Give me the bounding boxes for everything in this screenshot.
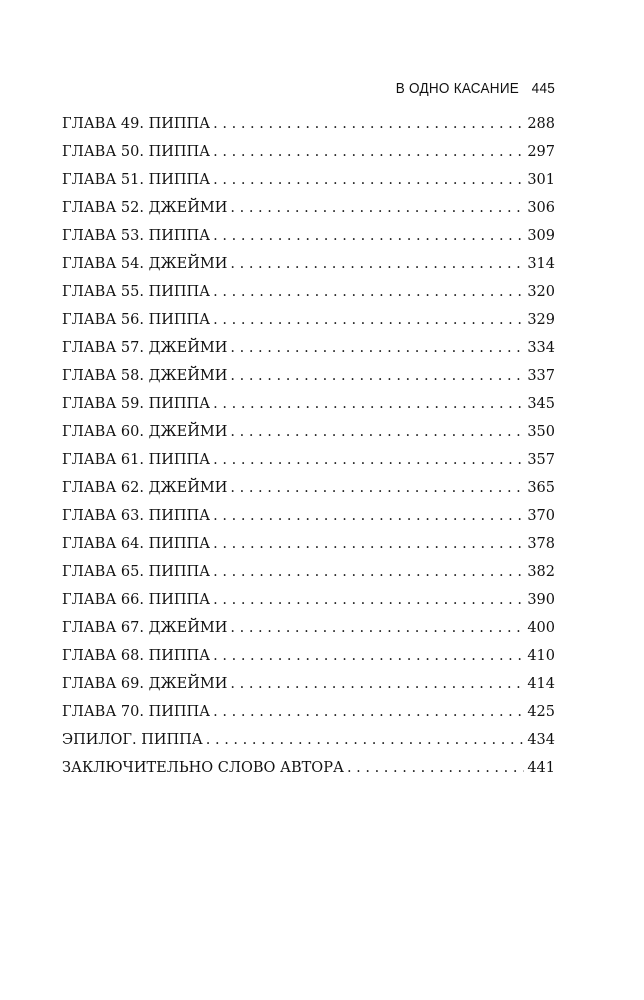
toc-dot-leader <box>230 418 524 446</box>
running-header <box>396 80 555 97</box>
toc-entry <box>62 726 555 754</box>
toc-dot-leader <box>213 166 524 194</box>
toc-entry-label: ГЛАВА 56. ПИППА <box>62 312 211 328</box>
toc-entry-label: ЭПИЛОГ. ПИППА <box>62 732 203 748</box>
toc-dot-leader <box>230 362 524 390</box>
toc-dot-leader <box>213 558 524 586</box>
toc-entry-page: 378 <box>527 536 555 552</box>
toc-entry-page: 434 <box>527 732 555 748</box>
toc-entry-page: 370 <box>527 508 555 524</box>
toc-entry <box>62 586 555 614</box>
toc-entry-label: ГЛАВА 53. ПИППА <box>62 228 211 244</box>
toc-entry-label: ГЛАВА 57. ДЖЕЙМИ <box>62 340 228 356</box>
toc-entry-page: 390 <box>527 592 555 608</box>
toc-dot-leader <box>213 446 524 474</box>
toc-dot-leader <box>213 390 524 418</box>
toc-entry <box>62 250 555 278</box>
toc-entry-page: 441 <box>527 760 555 776</box>
toc-entry <box>62 418 555 446</box>
toc-entry-page: 425 <box>527 704 555 720</box>
toc-entry <box>62 558 555 586</box>
toc-dot-leader <box>230 194 524 222</box>
toc-entry-page: 297 <box>527 144 555 160</box>
toc-entry <box>62 362 555 390</box>
toc-entry-label: ГЛАВА 61. ПИППА <box>62 452 211 468</box>
toc-entry-label: ГЛАВА 50. ПИППА <box>62 144 211 160</box>
toc-entry-label: ЗАКЛЮЧИТЕЛЬНО СЛОВО АВТОРА <box>62 760 344 776</box>
toc-entry-page: 301 <box>527 172 555 188</box>
toc-entry-label: ГЛАВА 60. ДЖЕЙМИ <box>62 424 228 440</box>
toc-dot-leader <box>213 138 524 166</box>
toc-entry <box>62 306 555 334</box>
toc-dot-leader <box>213 530 524 558</box>
toc-entry-label: ГЛАВА 54. ДЖЕЙМИ <box>62 256 228 272</box>
toc-dot-leader <box>230 474 524 502</box>
toc-entry <box>62 166 555 194</box>
toc-entry-page: 329 <box>527 312 555 328</box>
toc-entry-label: ГЛАВА 58. ДЖЕЙМИ <box>62 368 228 384</box>
toc-entry-page: 410 <box>527 648 555 664</box>
page-number: 445 <box>531 80 555 97</box>
toc-dot-leader <box>213 698 524 726</box>
toc-entry-page: 309 <box>527 228 555 244</box>
book-title: В ОДНО КАСАНИЕ <box>395 80 520 97</box>
toc-entry-label: ГЛАВА 59. ПИППА <box>62 396 211 412</box>
toc-entry-page: 382 <box>527 564 555 580</box>
toc-entry <box>62 502 555 530</box>
toc-dot-leader <box>230 334 524 362</box>
toc-entry <box>62 670 555 698</box>
toc-entry <box>62 530 555 558</box>
toc-entry <box>62 754 555 782</box>
toc-dot-leader <box>213 502 524 530</box>
toc-dot-leader <box>206 726 525 754</box>
toc-entry-label: ГЛАВА 63. ПИППА <box>62 508 211 524</box>
toc-dot-leader <box>213 586 524 614</box>
toc-entry <box>62 390 555 418</box>
toc-entry <box>62 446 555 474</box>
toc-entry-label: ГЛАВА 62. ДЖЕЙМИ <box>62 480 228 496</box>
toc-entry-label: ГЛАВА 49. ПИППА <box>62 116 211 132</box>
toc-dot-leader <box>213 222 524 250</box>
toc-entry-label: ГЛАВА 51. ПИППА <box>62 172 211 188</box>
toc-entry <box>62 278 555 306</box>
toc-entry-label: ГЛАВА 70. ПИППА <box>62 704 211 720</box>
toc-entry-page: 357 <box>527 452 555 468</box>
toc-entry <box>62 614 555 642</box>
toc-entry <box>62 222 555 250</box>
toc-entry <box>62 110 555 138</box>
toc-entry-page: 306 <box>527 200 555 216</box>
toc-dot-leader <box>230 250 524 278</box>
toc-entry-page: 334 <box>527 340 555 356</box>
toc-entry-label: ГЛАВА 65. ПИППА <box>62 564 211 580</box>
toc-entry <box>62 194 555 222</box>
toc-entry-label: ГЛАВА 66. ПИППА <box>62 592 211 608</box>
toc-entry-label: ГЛАВА 67. ДЖЕЙМИ <box>62 620 228 636</box>
toc-entry <box>62 138 555 166</box>
toc-entry-page: 288 <box>527 116 555 132</box>
toc-entry <box>62 698 555 726</box>
toc-dot-leader <box>213 306 524 334</box>
toc-entry-label: ГЛАВА 68. ПИППА <box>62 648 211 664</box>
toc-dot-leader <box>347 754 524 782</box>
toc-entry-label: ГЛАВА 64. ПИППА <box>62 536 211 552</box>
toc-entry-label: ГЛАВА 52. ДЖЕЙМИ <box>62 200 228 216</box>
toc-dot-leader <box>213 278 524 306</box>
toc-entry <box>62 642 555 670</box>
toc-entry <box>62 474 555 502</box>
toc-dot-leader <box>230 614 524 642</box>
toc-entry-page: 345 <box>527 396 555 412</box>
toc-entry-page: 320 <box>527 284 555 300</box>
toc-entry <box>62 334 555 362</box>
toc-entry-page: 365 <box>527 480 555 496</box>
toc-entry-page: 414 <box>527 676 555 692</box>
toc-entry-page: 314 <box>527 256 555 272</box>
toc-dot-leader <box>230 670 524 698</box>
toc-dot-leader <box>213 642 524 670</box>
toc-entry-page: 337 <box>527 368 555 384</box>
toc-dot-leader <box>213 110 524 138</box>
table-of-contents <box>62 110 555 782</box>
toc-entry-label: ГЛАВА 69. ДЖЕЙМИ <box>62 676 228 692</box>
toc-entry-label: ГЛАВА 55. ПИППА <box>62 284 211 300</box>
toc-entry-page: 400 <box>527 620 555 636</box>
toc-entry-page: 350 <box>527 424 555 440</box>
